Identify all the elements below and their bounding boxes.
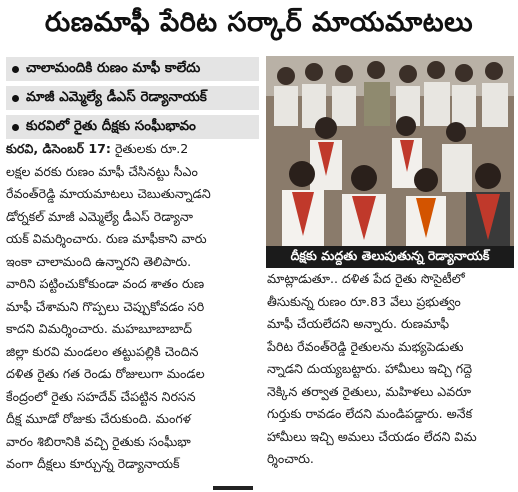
article-line: జిల్లా కురవి మండలం తట్టుపల్లికి చెందిన: [6, 343, 199, 359]
bullet-dot-icon: [12, 66, 19, 73]
highlight-item: [6, 115, 259, 139]
article-line: దళిత రైతు గత రెండు రోజులుగా మండల: [6, 366, 205, 381]
article-line: [6, 138, 259, 161]
article-line: యక్ విమర్శించారు. రుణ మాఫీకాని వారు: [6, 231, 207, 246]
highlight-text: చాలామందికి రుణం మాఫీ కాలేదు: [26, 59, 201, 76]
article-line: ర్శించారు.: [267, 451, 314, 466]
article-line: వంగా దీక్షలు కూర్చున్న రెడ్యానాయక్: [6, 456, 180, 471]
highlight-text: కురవిలో రైతు దీక్షకు సంఘీభావం: [26, 117, 196, 134]
article-line: వారం శిబిరానికి వచ్చి రైతుకు సంఘీభా: [6, 433, 191, 449]
article-line: డోర్నకల్ మాజీ ఎమ్మెల్యే డీఎస్ రెడ్యానా: [6, 208, 193, 224]
news-photo: [266, 56, 514, 246]
highlight-text: మాజీ ఎమ్మెల్యే డీఎస్ రెడ్యానాయక్: [26, 88, 207, 105]
article-line: మాఫీ చేశామని గొప్పలు చెప్పుకోవడం సరి: [6, 298, 205, 314]
article-line: కేంద్రంలో రైతు సహదేవ్ చేపట్టిన నిరసన: [6, 388, 196, 404]
article-line: గుర్తుకు రావడం లేదని మండిపడ్డారు. అనేక: [267, 406, 473, 421]
headline: రుణమాఫీ పేరిట సర్కార్ మాయమాటలు: [44, 7, 474, 38]
article-line: కాదని విమర్శించారు. మహబూబాబాద్: [6, 321, 192, 336]
article-line: లక్షల వరకు రుణం మాఫీ చేసినట్టు సీఎం: [6, 163, 198, 179]
bullet-dot-icon: [12, 124, 19, 131]
photo-caption: దీక్షకు మద్దతు తెలుపుతున్న రెడ్యానాయక్: [266, 246, 514, 268]
article-line: దీక్ష మూడో రోజుకు చేరుకుంది. మంగళ: [6, 411, 191, 426]
article-column-right: [267, 268, 514, 471]
article-line: మాఫీ చేయలేదని అన్నారు. రుణమాఫీ: [267, 316, 450, 331]
highlights-list: [6, 57, 259, 144]
article-column-left: [6, 138, 259, 476]
article-line: వారిని పట్టించుకోకుండా వంద శాతం రుణ: [6, 276, 205, 291]
article-line: నెక్కిన తర్వాత రైతులు, మహిళలు ఎవరూ: [267, 383, 472, 399]
article-text: రైతులకు రూ.2: [110, 141, 189, 156]
dateline: కురవి, డిసెంబర్ 17:: [6, 141, 111, 156]
column-end-mark: [213, 486, 253, 490]
article-line: పేరిట రేవంత్‌రెడ్డి రైతులను మభ్యపెడుతు: [267, 338, 464, 354]
bullet-dot-icon: [12, 95, 19, 102]
article-line: ఇంకా చాలామంది ఉన్నారని తెలిపారు.: [6, 253, 192, 269]
article-line: మాట్లాడుతూ.. దళిత పేద రైతు సొసైటీలో: [267, 271, 465, 286]
article-line: రేవంత్‌రెడ్డి మాయమాటలు చెబుతున్నాడని: [6, 186, 211, 201]
highlight-item: [6, 57, 259, 81]
highlight-item: [6, 86, 259, 110]
article-line: తీసుకున్న రుణం రూ.83 వేలు ప్రభుత్వం: [267, 293, 461, 309]
article-line: హామీలు ఇచ్చి అమలు చేయడం లేదని విమ: [267, 428, 477, 444]
article-line: న్నాడని దుయ్యబట్టారు. హామీలు ఇచ్చి గద్దె: [267, 361, 472, 376]
